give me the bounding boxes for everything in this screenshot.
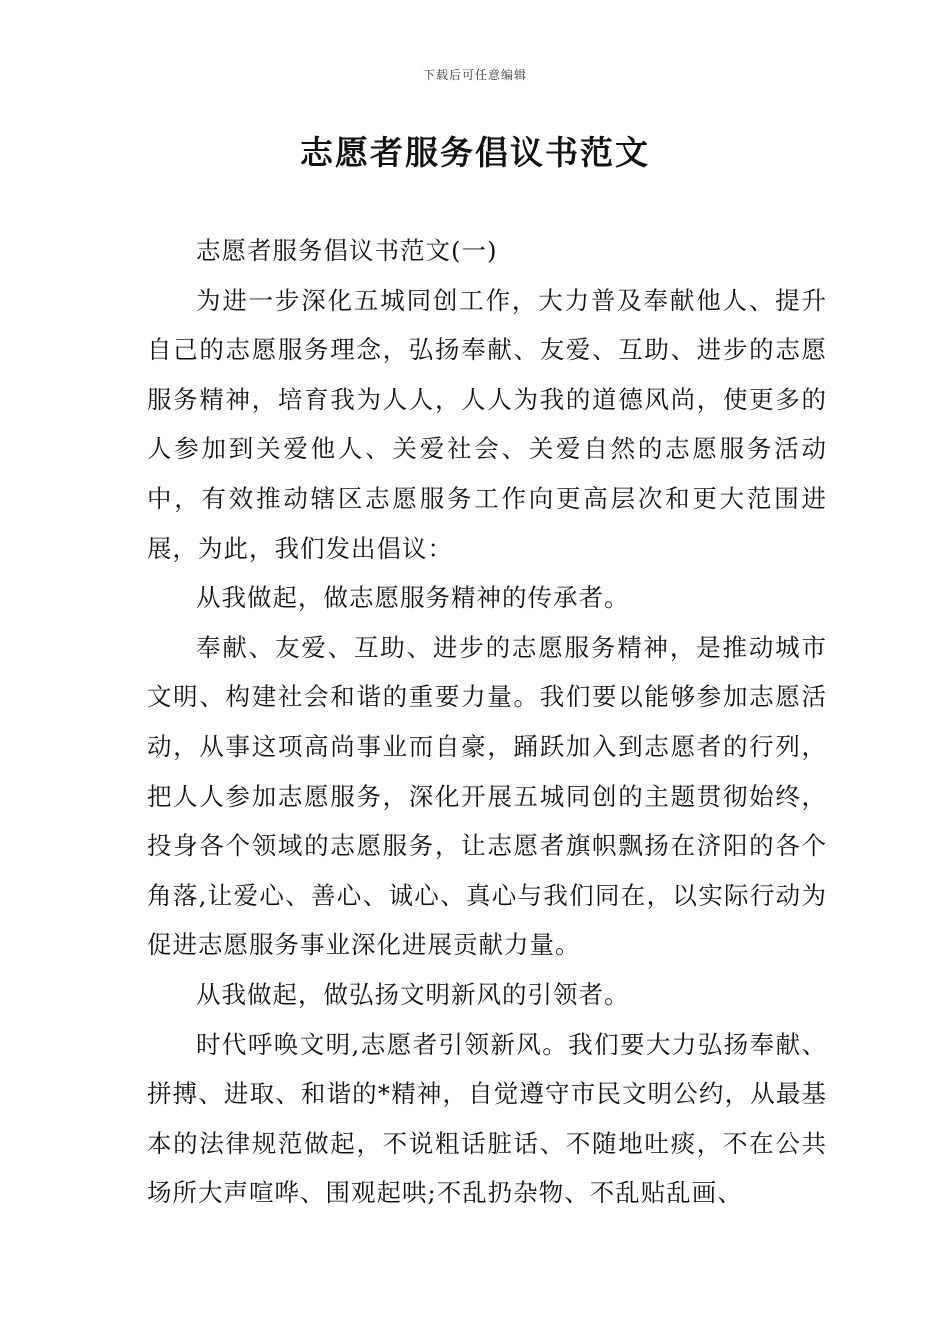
document-title: 志愿者服务倡议书范文	[300, 133, 650, 172]
paragraph-body-2: 时代呼唤文明,志愿者引领新风。我们要大力弘扬奉献、拼搏、进取、和谐的*精神，自觉遵守市民文明公约，从最基本的法律规范做起，不说粗话脏话、不随地吐痰，不在公共场所大声喧哗、围观起哄;不乱扔杂物、不乱贴乱画、	[147, 1029, 827, 1208]
header-note: 下载后可任意编辑	[422, 68, 527, 82]
paragraph-subtitle: 志愿者服务倡议书范文(一)	[196, 236, 498, 265]
paragraph-intro: 为进一步深化五城同创工作，大力普及奉献他人、提升自己的志愿服务理念，弘扬奉献、友爱、互助、进步的志愿服务精神，培育我为人人，人人为我的道德风尚，使更多的人参加到关爱他人、关爱社会、关爱自然的志愿服务活动中，有效推动辖区志愿服务工作向更高层次和更大范围进展，为此，我们发出倡议：	[147, 285, 827, 563]
paragraph-heading-1: 从我做起，做志愿服务精神的传承者。	[196, 583, 630, 613]
paragraph-body-1: 奉献、友爱、互助、进步的志愿服务精神，是推动城市文明、构建社会和谐的重要力量。我们要以能够参加志愿活动，从事这项高尚事业而自豪，踊跃加入到志愿者的行列，把人人参加志愿服务，深化开展五城同创的主题贯彻始终，投身各个领域的志愿服务，让志愿者旗帜飘扬在济阳的各个角落,让爱心、善心、诚心、真心与我们同在，以实际行动为促进志愿服务事业深化进展贡献力量。	[147, 632, 827, 960]
document-body	[147, 226, 827, 1218]
paragraph-heading-2: 从我做起，做弘扬文明新风的引领者。	[196, 979, 630, 1009]
